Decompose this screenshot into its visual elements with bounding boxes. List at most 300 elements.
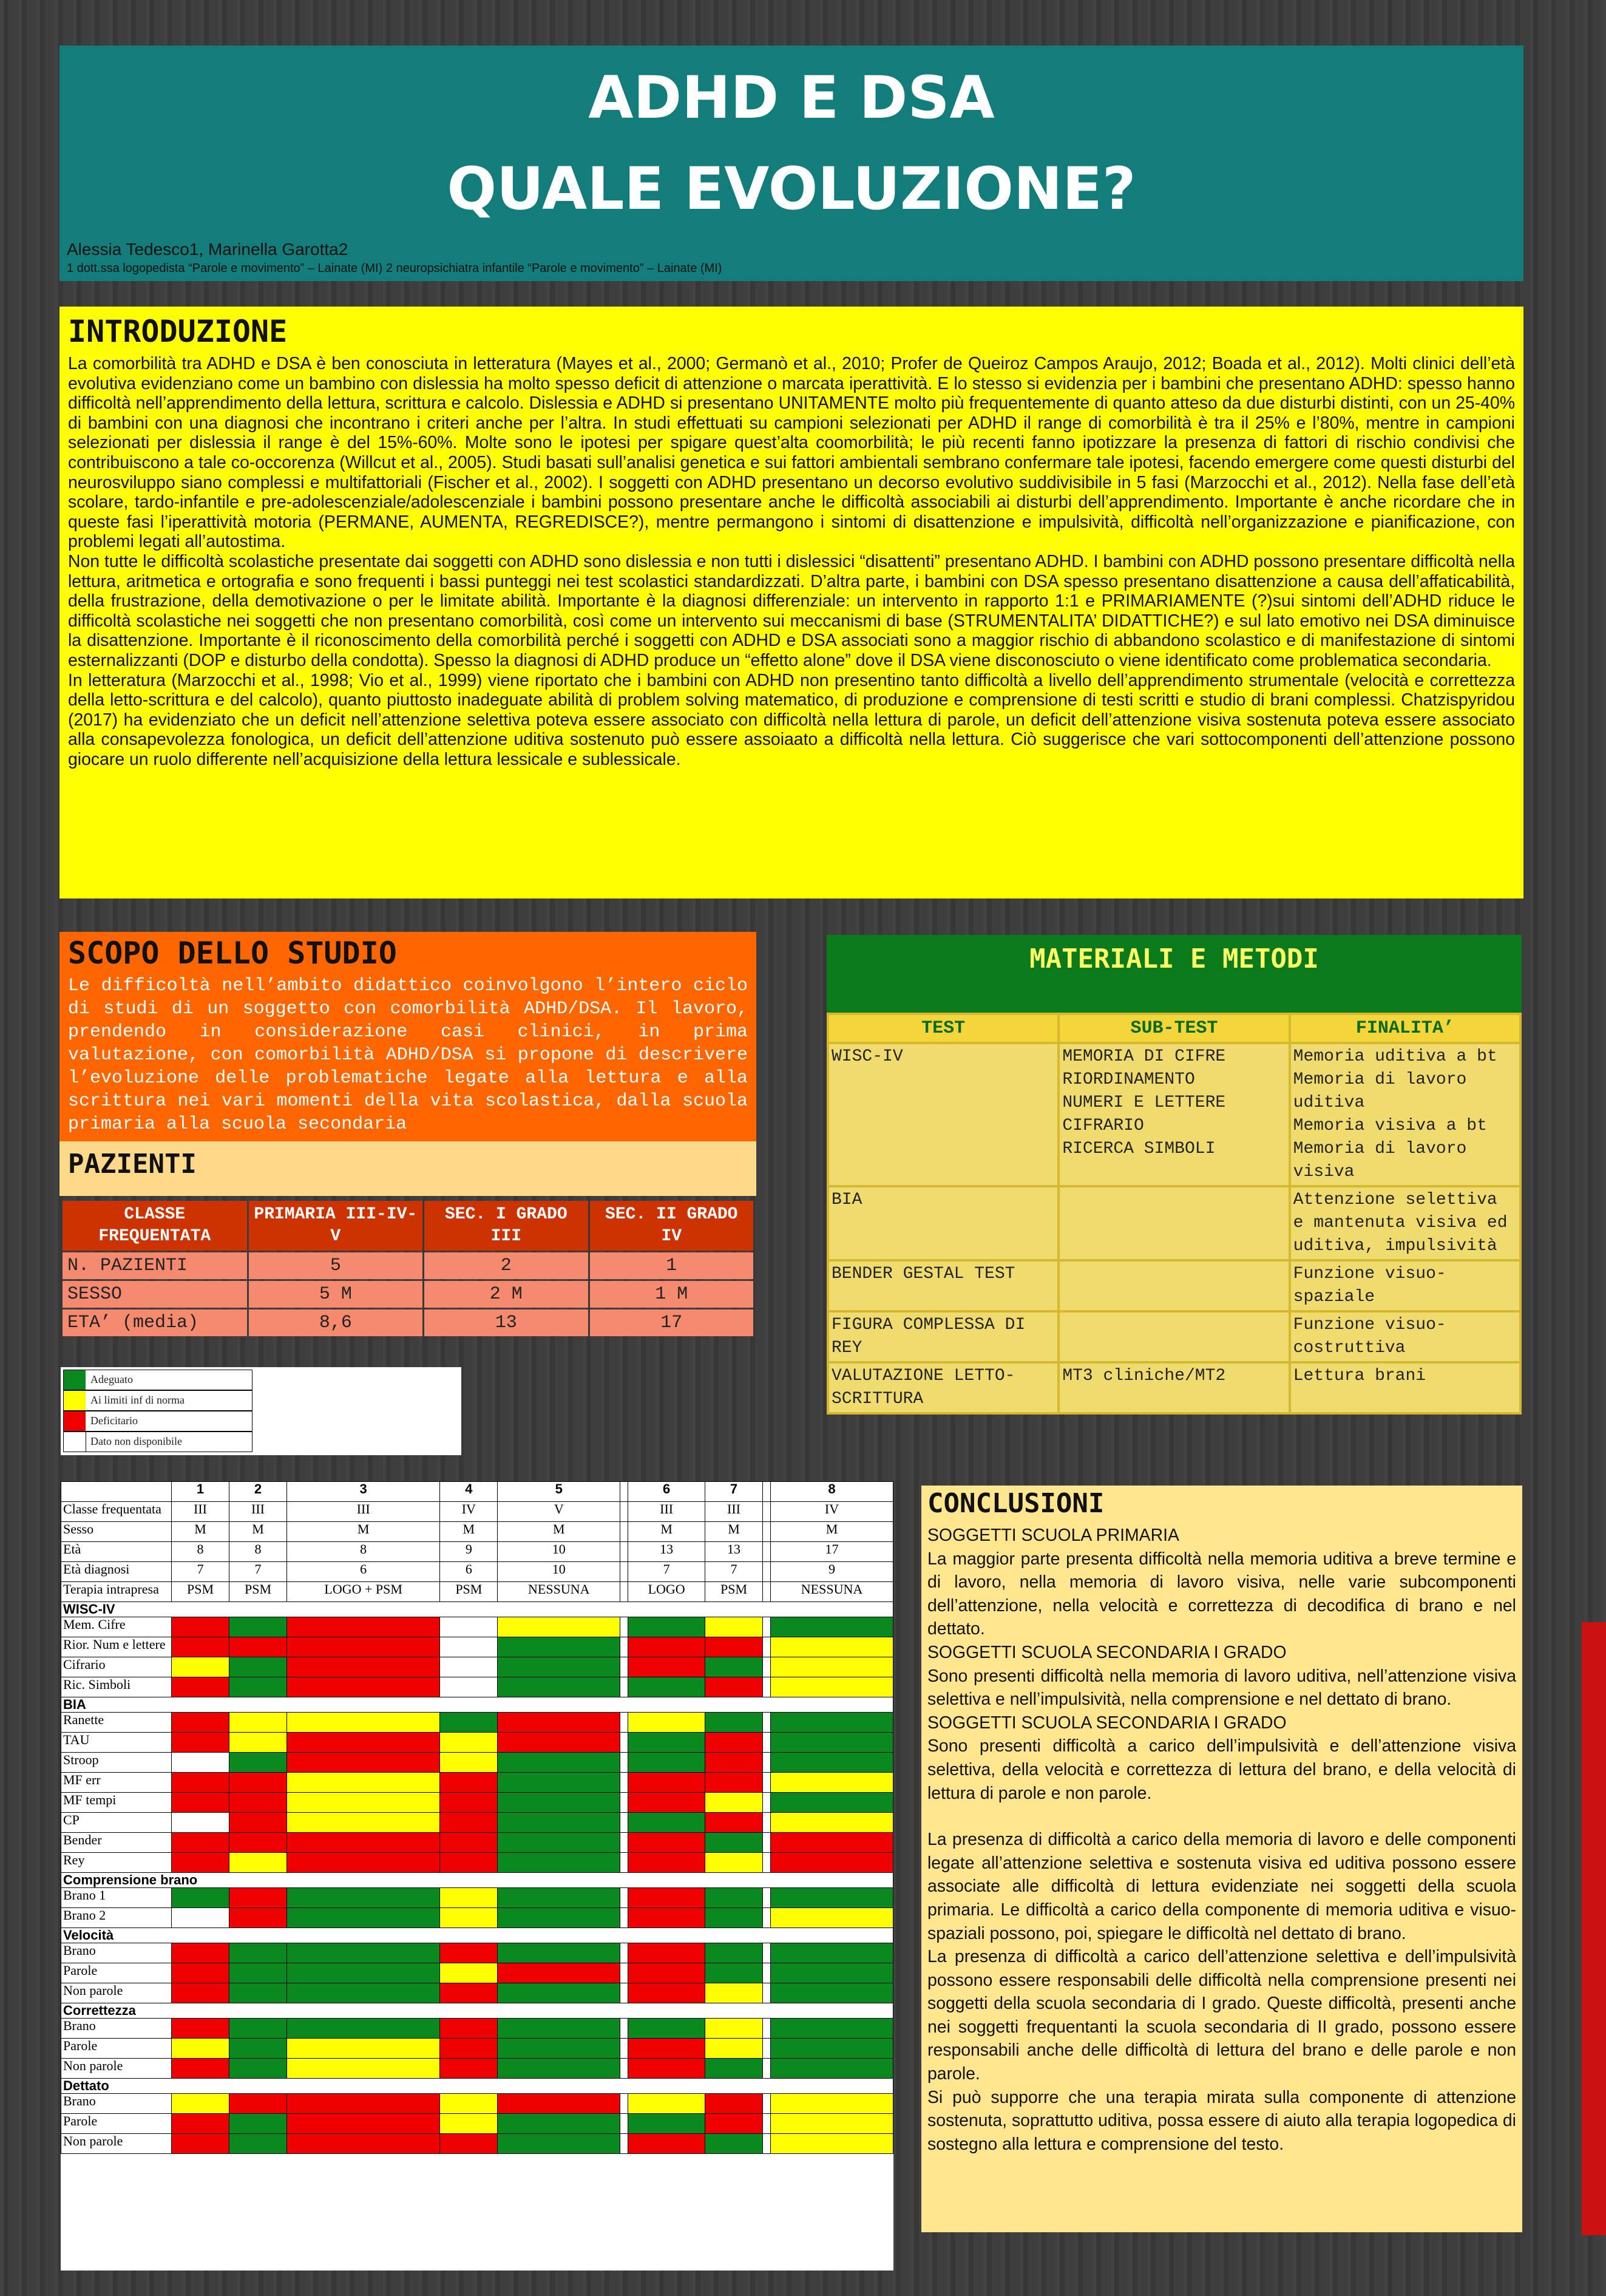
materiali-finalita-item: Lettura brani [1293, 1367, 1426, 1385]
results-score-row [61, 2039, 893, 2059]
results-score-cell [498, 1677, 620, 1697]
results-score-cell [229, 1888, 287, 1908]
results-score-cell [287, 1813, 440, 1833]
materiali-finalita-cell [1291, 1262, 1519, 1310]
results-column-header: 1 [172, 1482, 229, 1502]
results-score-cell [440, 1617, 498, 1637]
results-score-cell [498, 2019, 620, 2039]
results-score-cell [229, 1677, 287, 1697]
results-info-cell: M [287, 1522, 440, 1542]
results-score-cell [628, 1793, 705, 1813]
results-section-title: Correttezza [61, 2003, 893, 2019]
materiali-header [827, 935, 1522, 1014]
materiali-subtest-cell [1060, 1364, 1288, 1412]
results-score-cell [628, 2114, 705, 2134]
materiali-row [829, 1262, 1519, 1310]
results-score-cell [440, 1963, 498, 1983]
results-info-cell [620, 1502, 628, 1522]
results-score-cell [172, 1733, 229, 1753]
results-score-cell [229, 1853, 287, 1873]
results-score-cell [172, 2094, 229, 2114]
results-row-label: Non parole [61, 2134, 172, 2154]
results-score-cell [628, 1617, 705, 1637]
results-info-cell: 9 [771, 1562, 893, 1582]
materiali-finalita-item: Memoria visiva a bt [1293, 1116, 1487, 1135]
results-score-row [61, 1773, 893, 1793]
materiali-subtest-item: RICERCA SIMBOLI [1062, 1140, 1216, 1158]
results-score-cell [771, 2094, 893, 2114]
results-score-cell [705, 2059, 763, 2079]
results-info-cell: M [440, 1522, 498, 1542]
results-section-title: Comprensione brano [61, 1873, 893, 1888]
results-row-label: Parole [61, 2039, 172, 2059]
results-score-cell [440, 2114, 498, 2134]
results-info-cell [763, 1562, 771, 1582]
results-score-cell [771, 1813, 893, 1833]
results-score-cell [498, 1753, 620, 1773]
results-score-cell [229, 2134, 287, 2154]
results-score-cell [763, 1943, 771, 1963]
conclusioni-paragraph: La presenza di difficoltà a carico dell’attenzione selettiva e dell’impulsività possono essere responsabili delle difficoltà nella comprensione presenti nei soggetti della scuola secondaria di I grado. Queste difficoltà, presenti anche nei soggetti frequentanti la scuola secondaria di II grado, possono essere responsabili anche delle difficoltà di lettura del brano e delle parole e non parole. [927, 1947, 1516, 2084]
results-info-cell: NESSUNA [498, 1582, 620, 1602]
pazienti-section [59, 1141, 756, 1196]
results-info-cell: 7 [229, 1562, 287, 1582]
results-score-cell [172, 1908, 229, 1928]
affiliations: 1 dott.ssa logopedista “Parole e movimento” – Lainate (MI) 2 neuropsichiatra infantile “Parole e movimento” – Lainate (MI) [67, 262, 722, 275]
pazienti-row [63, 1281, 753, 1308]
results-score-row [61, 2094, 893, 2114]
results-score-cell [763, 1773, 771, 1793]
results-info-cell: 10 [498, 1562, 620, 1582]
legend-item [63, 1370, 252, 1390]
results-score-cell [628, 1888, 705, 1908]
results-score-cell [763, 2059, 771, 2079]
materiali-subtest-cell [1060, 1313, 1288, 1361]
results-score-cell [620, 1833, 628, 1853]
results-info-row [61, 1522, 893, 1542]
results-info-row [61, 1542, 893, 1562]
results-score-cell [771, 2059, 893, 2079]
materiali-subtest-cell [1060, 1044, 1288, 1185]
results-score-cell [287, 1733, 440, 1753]
results-score-row [61, 2059, 893, 2079]
results-score-cell [763, 2134, 771, 2154]
results-table-panel [61, 1481, 893, 2271]
color-legend [61, 1367, 461, 1455]
results-score-cell [628, 1657, 705, 1677]
materiali-finalita-item: Funzione visuo-costruttiva [1293, 1316, 1446, 1357]
results-score-cell [172, 1813, 229, 1833]
pazienti-cell: 17 [590, 1309, 753, 1336]
materiali-test-cell: VALUTAZIONE LETTO-SCRITTURA [829, 1364, 1057, 1412]
results-score-cell [287, 2094, 440, 2114]
results-score-cell [287, 1657, 440, 1677]
results-info-cell: IV [440, 1502, 498, 1522]
pazienti-header: SEC. I GRADO III [424, 1201, 588, 1251]
results-score-cell [287, 1753, 440, 1773]
legend-swatch-white [64, 1432, 86, 1452]
results-score-cell [229, 2019, 287, 2039]
results-score-cell [771, 1793, 893, 1813]
results-score-cell [620, 1773, 628, 1793]
results-row-label: Cifrario [61, 1657, 172, 1677]
results-score-cell [763, 1733, 771, 1753]
results-score-cell [440, 1908, 498, 1928]
results-score-cell [705, 1983, 763, 2003]
results-score-cell [705, 2134, 763, 2154]
results-row-label: Brano 1 [61, 1888, 172, 1908]
results-score-cell [498, 2094, 620, 2114]
results-score-cell [763, 1833, 771, 1853]
title-line-1: ADHD E DSA [588, 64, 995, 132]
results-score-cell [620, 2019, 628, 2039]
results-info-cell: 8 [172, 1542, 229, 1562]
results-score-cell [705, 1753, 763, 1773]
results-row-label: Brano [61, 2019, 172, 2039]
results-info-cell: 13 [628, 1542, 705, 1562]
results-score-cell [771, 1853, 893, 1873]
legend-label: Dato non disponibile [90, 1435, 182, 1447]
results-score-cell [498, 1943, 620, 1963]
results-score-cell [287, 1888, 440, 1908]
results-info-cell: Età [61, 1542, 172, 1562]
results-score-cell [628, 1677, 705, 1697]
results-score-cell [440, 2039, 498, 2059]
pazienti-header-row [63, 1201, 753, 1251]
results-score-cell [620, 1908, 628, 1928]
results-score-cell [498, 2059, 620, 2079]
results-score-cell [229, 2039, 287, 2059]
authors: Alessia Tedesco1, Marinella Garotta2 [67, 240, 348, 259]
results-score-row [61, 1657, 893, 1677]
materiali-finalita-cell [1291, 1044, 1519, 1185]
materiali-finalita-item: Funzione visuo-spaziale [1293, 1265, 1446, 1306]
results-score-row [61, 1833, 893, 1853]
results-score-cell [620, 1813, 628, 1833]
results-section-row [61, 1602, 893, 1617]
results-info-cell: 6 [287, 1562, 440, 1582]
results-score-cell [628, 2134, 705, 2154]
results-score-cell [498, 2114, 620, 2134]
results-score-cell [287, 1637, 440, 1657]
results-info-cell: LOGO + PSM [287, 1582, 440, 1602]
intro-paragraph: Non tutte le difficoltà scolastiche presentate dai soggetti con ADHD sono dislessia e non tutti i dislessici “disattenti” presentano ADHD. I bambini con ADHD possono presentare difficoltà nella lettura, aritmetica e ortografia e sono frequenti i bassi punteggi nei test scolastici standardizzati. D’altra parte, i bambini con DSA spesso presentano disattenzione a causa dell’affaticabilità, della frustrazione, della demotivazione o per le limitate abilità. Importante è la diagnosi differenziale: un intervento in rapporto 1:1 e PRIMARIAMENTE (?)sui sintomi dell’ADHD riduce le difficoltà scolastiche nei soggetti che non presentano comorbilità, così come un intervento sui meccanismi di base (STRUMENTALITA’ DIDATTICHE?) e sul lato emotivo nei DSA diminuisce la disattenzione. Importante è il riconoscimento della comorbilità perché i soggetti con ADHD e DSA associati sono a maggior rischio di abbandono scolastico e di manifestazione di sintomi esternalizzanti (DOP e disturbo della condotta). Spesso la diagnosi di ADHD produce un “effetto alone” dove il DSA viene disconosciuto o viene identificato come problematica secondaria. [68, 551, 1515, 670]
results-score-cell [763, 1637, 771, 1657]
results-score-cell [172, 1773, 229, 1793]
pazienti-cell: 8,6 [249, 1309, 423, 1336]
results-row-label: Non parole [61, 1983, 172, 2003]
results-score-cell [771, 1677, 893, 1697]
results-score-cell [705, 2039, 763, 2059]
results-score-cell [287, 2059, 440, 2079]
results-score-cell [229, 1943, 287, 1963]
results-score-cell [498, 2134, 620, 2154]
results-score-cell [229, 1733, 287, 1753]
conclusioni-paragraph: SOGGETTI SCUOLA SECONDARIA I GRADO [927, 1713, 1287, 1733]
results-score-cell [287, 1983, 440, 2003]
results-score-cell [620, 1657, 628, 1677]
results-score-cell [229, 1833, 287, 1853]
results-info-cell: 6 [440, 1562, 498, 1582]
results-score-cell [440, 2019, 498, 2039]
results-score-cell [172, 2059, 229, 2079]
decorative-red-bar [1582, 1622, 1606, 2235]
results-score-cell [705, 2114, 763, 2134]
materiali-subtest-item: MEMORIA DI CIFRE [1062, 1047, 1226, 1066]
results-score-cell [771, 1733, 893, 1753]
results-score-cell [498, 1773, 620, 1793]
results-score-row [61, 2114, 893, 2134]
results-score-cell [771, 1657, 893, 1677]
results-score-cell [771, 2039, 893, 2059]
materiali-finalita-item: Memoria di lavoro visiva [1293, 1140, 1467, 1181]
results-score-cell [763, 1983, 771, 2003]
results-score-cell [229, 1753, 287, 1773]
materiali-header-row [829, 1015, 1519, 1042]
results-score-cell [287, 2114, 440, 2134]
results-score-row [61, 1677, 893, 1697]
results-score-cell [705, 1713, 763, 1733]
results-score-cell [620, 1983, 628, 2003]
results-score-cell [628, 1908, 705, 1928]
results-info-cell: 7 [172, 1562, 229, 1582]
results-row-label: Rey [61, 1853, 172, 1873]
legend-swatch-yellow [64, 1391, 86, 1410]
intro-paragraph: La comorbilità tra ADHD e DSA è ben conosciuta in letteratura (Mayes et al., 2000; Germanò et al., 2010; Profer de Queiroz Campos Araujo, 2012; Boada et al., 2012). Molti clinici dell’età evolutiva evidenziano come un bambino con dislessia ha molto spesso deficit di attenzione o marcata iperattività. E lo stesso si evidenzia per i bambini che presentano ADHD: spesso hanno difficoltà nell’apprendimento della lettura, scrittura e calcolo. Dislessia e ADHD si presentano UNITAMENTE molto più frequentemente di quanto atteso da due disturbi distinti, con un 25-40% di bambini con una diagnosi che incontrano i criteri anche per l’altra. In studi effettuati su campioni selezionati per ADHD il range di comorbilità è tra il 25% e l’80%, mentre in campioni selezionati per dislessia il range è del 15%-60%. Molte sono le ipotesi per spigare quest’alta coomorbilità; le più recenti fanno ipotizzare la presenza di fattori di rischio condivisi che contribuiscono a tale co-occorenza (Willcut et al., 2005). Studi basati sull’analisi genetica e sui fattori ambientali sembrano confermare tale ipotesi, facendo emergere come questi disturbi del neurosviluppo siano complessi e multifattoriali (Fischer et al., 2002). I soggetti con ADHD presentano un decorso evolutivo suddivisibile in 5 fasi (Marzocchi et al., 2012). Nella fase dell’età scolare, tardo-infantile e pre-adolescenziale/adolescenziale i bambini possono presentare anche le difficoltà associabili ai disturbi dell’apprendimento. Importante è anche ricordare che in queste fasi l’iperattività motoria (PERMANE, AUMENTA, REGREDISCE?), mentre permangono i sintomi di disattenzione e impulsività, difficoltà nell’organizzazione e pianificazione, con problemi legati all’autostima. [68, 354, 1515, 552]
results-score-cell [498, 1963, 620, 1983]
materiali-test-cell: WISC-IV [829, 1044, 1057, 1185]
results-info-cell: PSM [172, 1582, 229, 1602]
results-score-cell [498, 2039, 620, 2059]
results-score-cell [498, 1713, 620, 1733]
results-info-cell: III [229, 1502, 287, 1522]
results-info-cell [763, 1542, 771, 1562]
results-score-cell [763, 1677, 771, 1697]
pazienti-cell: 5 M [249, 1281, 423, 1308]
results-score-cell [628, 1773, 705, 1793]
legend-swatch-green [64, 1370, 86, 1390]
results-score-cell [172, 1617, 229, 1637]
results-score-cell [705, 1908, 763, 1928]
results-info-cell: Classe frequentata [61, 1502, 172, 1522]
results-info-cell: PSM [440, 1582, 498, 1602]
results-score-cell [498, 1733, 620, 1753]
results-score-cell [229, 1983, 287, 2003]
results-row-label: Brano 2 [61, 1908, 172, 1928]
results-score-cell [440, 1713, 498, 1733]
results-info-cell [763, 1522, 771, 1542]
results-score-cell [172, 1753, 229, 1773]
results-info-row [61, 1502, 893, 1522]
results-score-row [61, 1813, 893, 1833]
legend-item [63, 1432, 252, 1452]
results-column-header: 2 [229, 1482, 287, 1502]
results-score-cell [440, 2094, 498, 2114]
pazienti-cell: N. PAZIENTI [63, 1252, 247, 1279]
results-score-cell [620, 1888, 628, 1908]
results-score-cell [287, 2134, 440, 2154]
results-score-cell [287, 1853, 440, 1873]
results-score-cell [705, 1637, 763, 1657]
results-info-cell: LOGO [628, 1582, 705, 1602]
results-score-cell [620, 1943, 628, 1963]
pazienti-row [63, 1252, 753, 1279]
results-score-cell [763, 2094, 771, 2114]
materiali-test-cell: BENDER GESTAL TEST [829, 1262, 1057, 1310]
results-table [61, 1481, 893, 2154]
results-score-row [61, 2134, 893, 2154]
pazienti-cell: 1 [590, 1252, 753, 1279]
pazienti-cell: 1 M [590, 1281, 753, 1308]
results-score-cell [628, 1637, 705, 1657]
results-score-cell [628, 1733, 705, 1753]
materiali-subtest-item: NUMERI E LETTERE [1062, 1093, 1226, 1112]
conclusioni-paragraph [927, 1805, 1516, 1828]
poster-header [59, 46, 1523, 281]
results-row-label: MF err [61, 1773, 172, 1793]
results-score-cell [763, 1793, 771, 1813]
legend-swatch-red [64, 1411, 86, 1431]
results-score-row [61, 1908, 893, 1928]
results-section-title: BIA [61, 1697, 893, 1713]
results-score-cell [440, 1793, 498, 1813]
results-score-cell [771, 1888, 893, 1908]
results-info-cell: M [628, 1522, 705, 1542]
materiali-subtest-cell [1060, 1262, 1288, 1310]
materiali-subtest-item: MT3 cliniche/MT2 [1062, 1367, 1226, 1385]
results-score-cell [287, 1908, 440, 1928]
results-score-cell [440, 1983, 498, 2003]
results-score-cell [287, 1713, 440, 1733]
results-score-cell [287, 1617, 440, 1637]
legend-item [63, 1411, 252, 1432]
results-section-row [61, 1873, 893, 1888]
results-score-cell [287, 1773, 440, 1793]
results-score-row [61, 2019, 893, 2039]
results-score-cell [705, 1773, 763, 1793]
results-score-cell [440, 1677, 498, 1697]
pazienti-header: CLASSE FREQUENTATA [63, 1201, 247, 1251]
results-info-cell: 10 [498, 1542, 620, 1562]
results-info-cell [620, 1522, 628, 1542]
results-score-cell [287, 1793, 440, 1813]
results-score-cell [705, 1943, 763, 1963]
results-info-cell: M [229, 1522, 287, 1542]
results-row-label: Ric. Simboli [61, 1677, 172, 1697]
results-score-cell [498, 1793, 620, 1813]
results-score-cell [705, 1657, 763, 1677]
results-score-cell [771, 1773, 893, 1793]
results-row-label: Mem. Cifre [61, 1617, 172, 1637]
results-score-cell [620, 2059, 628, 2079]
scopo-title: SCOPO DELLO STUDIO [68, 936, 397, 971]
results-info-cell: 9 [440, 1542, 498, 1562]
results-row-label: Rior. Num e lettere [61, 1637, 172, 1657]
intro-paragraph: In letteratura (Marzocchi et al., 1998; Vio et al., 1999) viene riportato che i bambini con ADHD non presentino tanto difficoltà a livello dell’apprendimento strumentale (velocità e correttezza della letto-scrittura e del calcolo), quanto piuttosto inadeguate abilità di problem solving matematico, di produzione e comprensione di testi scritti e studio di brani complessi. Chatzispyridou (2017) ha evidenziato che un deficit nell’attenzione selettiva poteva essere associato con difficoltà nella lettura di parole, un deficit dell’attenzione visiva sostenuta poteva essere associato alla consapevolezza fonologica, un deficit dell’attenzione uditiva sostenuto può essere assoiaato a difficoltà nella lettura. Ciò suggerisce che vari sottocomponenti dell’attenzione possono giocare un ruolo differente nell’acquisizione della lettura lessicale e sublessicale. [68, 670, 1515, 769]
results-score-cell [705, 1677, 763, 1697]
results-row-label: Parole [61, 1963, 172, 1983]
results-info-row [61, 1562, 893, 1582]
results-score-row [61, 1888, 893, 1908]
intro-section [59, 307, 1523, 898]
results-score-cell [620, 1713, 628, 1733]
results-score-cell [620, 1793, 628, 1813]
results-info-cell: M [705, 1522, 763, 1542]
results-score-cell [771, 1943, 893, 1963]
results-score-cell [620, 1753, 628, 1773]
results-score-cell [440, 1853, 498, 1873]
conclusioni-section [921, 1486, 1522, 2232]
results-score-cell [620, 1677, 628, 1697]
results-score-cell [498, 1908, 620, 1928]
pazienti-cell: 13 [424, 1309, 588, 1336]
results-score-cell [498, 1657, 620, 1677]
results-column-header [61, 1482, 172, 1502]
results-info-cell: 8 [229, 1542, 287, 1562]
results-row-label: Brano [61, 1943, 172, 1963]
results-score-cell [620, 2114, 628, 2134]
pazienti-header: PRIMARIA III-IV-V [249, 1201, 423, 1251]
conclusioni-body [927, 1524, 1516, 2156]
results-score-cell [705, 1963, 763, 1983]
results-score-cell [771, 1963, 893, 1983]
materiali-row [829, 1044, 1519, 1185]
pazienti-cell: 2 [424, 1252, 588, 1279]
pazienti-header: SEC. II GRADO IV [590, 1201, 753, 1251]
results-row-label: Stroop [61, 1753, 172, 1773]
results-header-row [61, 1482, 893, 1502]
materiali-table [827, 1013, 1522, 1415]
materiali-subtest-item: RIORDINAMENTO [1062, 1070, 1195, 1089]
results-score-cell [498, 1833, 620, 1853]
results-score-cell [172, 1657, 229, 1677]
conclusioni-paragraph: SOGGETTI SCUOLA SECONDARIA I GRADO [927, 1642, 1287, 1662]
results-info-cell: M [771, 1522, 893, 1542]
materiali-row [829, 1364, 1519, 1412]
results-score-cell [705, 1833, 763, 1853]
results-score-cell [705, 2019, 763, 2039]
results-score-cell [763, 1908, 771, 1928]
results-score-cell [172, 1793, 229, 1813]
results-score-cell [763, 2019, 771, 2039]
results-score-cell [763, 1888, 771, 1908]
results-info-cell [620, 1582, 628, 1602]
results-score-cell [763, 1753, 771, 1773]
results-score-cell [771, 1617, 893, 1637]
materiali-subtest-cell [1060, 1187, 1288, 1259]
results-score-cell [172, 1833, 229, 1853]
results-info-cell: IV [771, 1502, 893, 1522]
results-section-row [61, 2079, 893, 2094]
results-info-cell: 8 [287, 1542, 440, 1562]
results-info-cell: PSM [229, 1582, 287, 1602]
results-section-title: WISC-IV [61, 1602, 893, 1617]
results-section-row [61, 1697, 893, 1713]
results-column-header [620, 1482, 628, 1502]
results-score-row [61, 1733, 893, 1753]
materiali-header: FINALITA’ [1291, 1015, 1519, 1042]
results-score-cell [229, 2094, 287, 2114]
results-score-row [61, 1617, 893, 1637]
legend-label: Ai limiti inf di norma [90, 1394, 185, 1406]
materiali-test-cell: BIA [829, 1187, 1057, 1259]
results-score-cell [705, 1617, 763, 1637]
results-score-cell [172, 1713, 229, 1733]
conclusioni-paragraph: SOGGETTI SCUOLA PRIMARIA [927, 1526, 1179, 1545]
results-score-cell [172, 2114, 229, 2134]
results-info-cell: PSM [705, 1582, 763, 1602]
results-score-cell [763, 1853, 771, 1873]
